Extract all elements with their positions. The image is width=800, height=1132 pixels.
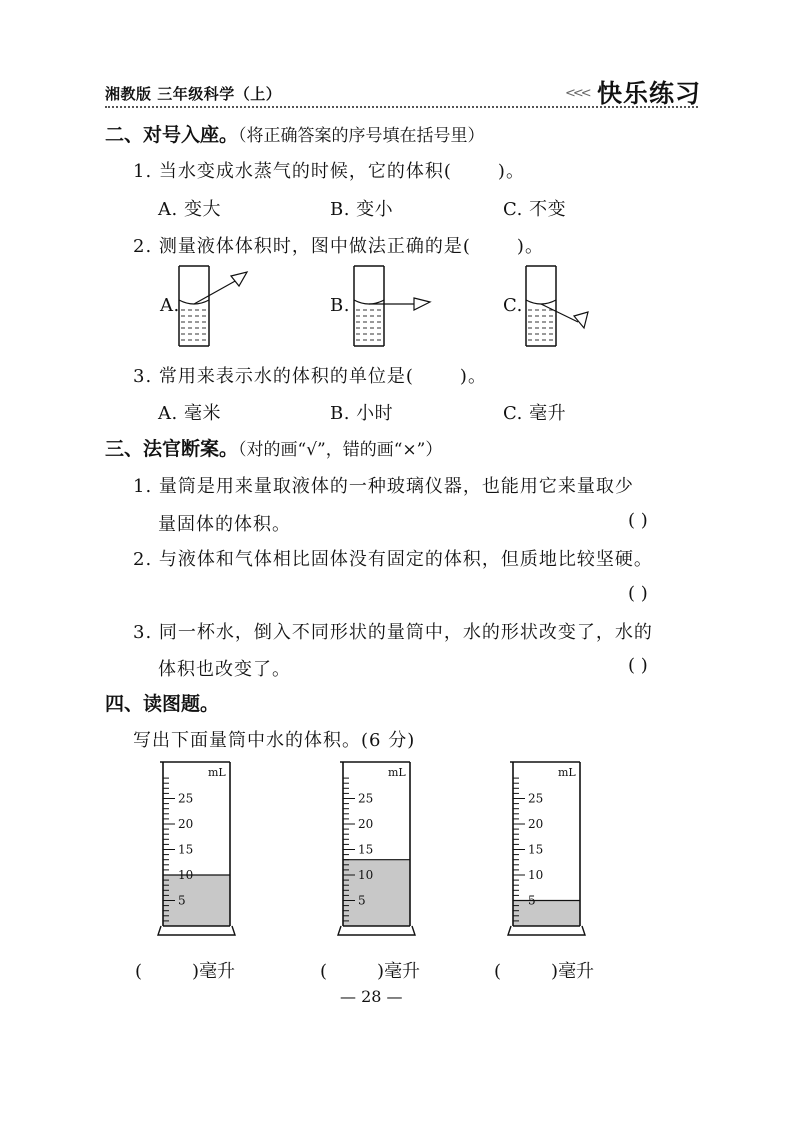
s3-item1-line2: 量固体的体积。 [158, 514, 291, 535]
cylinder-c [526, 266, 556, 346]
s3-item2-answer-box[interactable]: ( ) [628, 583, 648, 604]
eye-icon [414, 298, 430, 310]
s3-item1-answer-box[interactable]: ( ) [628, 510, 648, 531]
scale-label: 25 [358, 791, 374, 806]
s3-item3-answer-box[interactable]: ( ) [628, 655, 648, 676]
measuring-cylinder-3 [505, 758, 595, 943]
q1-stem-text: 1. 当水变成水蒸气的时候，它的体积( [133, 161, 452, 182]
unit-label: mL [388, 766, 406, 779]
book-title: 湘教版 三年级科学（上） [105, 85, 282, 103]
cylinder-base [158, 926, 235, 935]
q3-stem-text: 3. 常用来表示水的体积的单位是( [133, 366, 414, 387]
eye-icon [574, 312, 588, 328]
q1-option-c: C. 不变 [503, 199, 567, 220]
water-fill [513, 901, 580, 927]
section3-title: 三、法官断案。 [105, 438, 239, 460]
scale-label: 5 [528, 893, 536, 908]
scale-label: 5 [178, 893, 186, 908]
scale-label: 25 [528, 791, 544, 806]
section3-note: （对的画“√”，错的画“×”） [238, 440, 443, 460]
answer-3-unit: 毫升 [558, 961, 595, 982]
q2-option-a-label: A. [160, 295, 180, 316]
q1-option-b: B. 变小 [330, 199, 394, 220]
s3-item3-line1: 3. 同一杯水，倒入不同形状的量筒中，水的形状改变了，水的 [133, 622, 653, 643]
scale-label: 15 [178, 842, 194, 857]
s3-item1-line1: 1. 量筒是用来量取液体的一种玻璃仪器，也能用它来量取少 [133, 476, 634, 497]
sightline-down [541, 304, 578, 322]
q2-option-c-label: C. [503, 295, 523, 316]
answer-3: ( )毫升 [494, 961, 595, 982]
scale-label: 20 [358, 817, 374, 831]
q2-figure-a [175, 262, 255, 352]
sightline-up [194, 280, 237, 304]
header-divider [105, 106, 698, 108]
cylinder-b [354, 266, 384, 346]
answer-2: ( )毫升 [320, 961, 421, 982]
q3-option-c: C. 毫升 [503, 403, 567, 424]
page-number: — 28 — [340, 987, 403, 1006]
scale-label: 15 [358, 842, 374, 857]
cylinder-base [338, 926, 415, 935]
q3-option-b: B. 小时 [330, 403, 394, 424]
measuring-cylinder-2 [335, 758, 425, 943]
water-fill [343, 860, 410, 926]
scale-label: 25 [178, 791, 194, 806]
scale-label: 10 [358, 868, 374, 882]
section4-title: 四、读图题。 [105, 693, 220, 715]
cylinder-base [508, 926, 585, 935]
eye-icon [231, 272, 247, 286]
measuring-cylinder-1 [155, 758, 245, 943]
section2-title: 二、对号入座。 [105, 124, 239, 146]
q2-stem-text: 2. 测量液体体积时，图中做法正确的是( [133, 236, 471, 257]
scale-label: 10 [178, 868, 194, 882]
answer-1: ( )毫升 [135, 961, 236, 982]
answer-2-unit: 毫升 [384, 961, 421, 982]
scale-label: 15 [528, 842, 544, 857]
q2-stem-end: )。 [516, 236, 544, 257]
unit-label: mL [208, 766, 226, 779]
q3-stem [133, 362, 487, 388]
q3-stem-end: )。 [459, 366, 487, 387]
q1-stem [133, 157, 525, 183]
q1-stem-end: )。 [497, 161, 525, 182]
scale-label: 20 [178, 817, 194, 831]
scale-label: 20 [528, 817, 544, 831]
q1-option-a: A. 变大 [158, 199, 221, 220]
section4-instruction: 写出下面量筒中水的体积。(6 分) [133, 730, 416, 751]
section3-heading [105, 434, 442, 461]
section2-note: （将正确答案的序号填在括号里） [238, 126, 485, 146]
answer-1-unit: 毫升 [199, 961, 236, 982]
q2-figure-c [522, 262, 602, 352]
q3-option-a: A. 毫米 [158, 403, 221, 424]
scale-label: 5 [358, 893, 366, 908]
cylinder-a [179, 266, 209, 346]
s3-item2-line1: 2. 与液体和气体相比固体没有固定的体积，但质地比较坚硬。 [133, 549, 653, 570]
chevron-decoration-icon: <<< [565, 86, 589, 101]
q2-option-b-label: B. [330, 295, 350, 316]
q2-stem [133, 232, 544, 258]
series-title: 快乐练习 [597, 79, 702, 108]
q2-figure-b [350, 262, 440, 352]
scale-label: 10 [528, 868, 544, 882]
s3-item3-line2: 体积也改变了。 [158, 659, 291, 680]
unit-label: mL [558, 766, 576, 779]
section2-heading [105, 120, 485, 147]
